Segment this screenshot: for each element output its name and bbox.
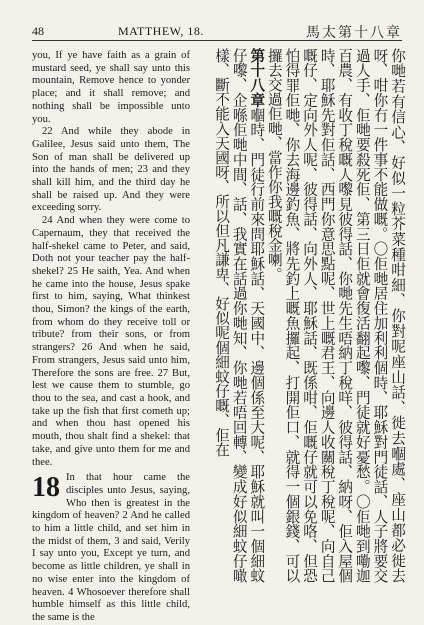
book-chapter-heading: MATTHEW, 18. bbox=[118, 24, 204, 38]
chinese-text: 你哋若有信心、好似一粒芥菜種咁細、你對呢座山話、徙去嗰處、座山都必徙去呀、咁你冇一件事不能做嘅。〇佢哋居住加利利個時、耶穌對門徒話、人子將要交過人手、佢哋要殺死佢、第三日佢就會復活翻起嚟、門徒就好憂愁。〇佢哋到嘞迦百農、有收丁稅嘅人嚟見彼得話、你哋先生唔納丁稅咩、彼得話、納呀、佢入屋個時、耶穌先對佢話、西門你意思點呢、世上嘅君王、向邊人收關稅丁稅呢、向自己嘅仔、定向外人呢、彼得話、向外人、耶穌話、既係咁、佢嘅仔就可以免咯、但恐怕得罪佢哋、你去海邊釣魚、將先釣上嘅魚攞起、打開佢口、就得一個銀錢、可以攞去交過佢哋、當作你我嘅稅金喇。 bbox=[265, 48, 406, 583]
chinese-heading: 馬太第十八章 bbox=[306, 26, 402, 41]
english-paragraph: 24 And when they were come to Capernaum, they that received the half-shekel came to Peter, and said, Doth not your teacher pay the half-shekel? 25 He saith, Yea. And when he came into the house, Jesus spake first to him, saying, What thinkest thou, Simon? the kings of the earth, from whom do they receive toll or tribute? from their sons, or from strangers? 26 And when he said, From strangers, Jesus said unto him, Therefore the sons are free. 27 But, lest we cause them to stumble, go thou to the sea, and cast a hook, and take up the fish that first cometh up; and when thou hast opened his mouth, thou shalt find a shekel: that take, and give unto them for me and thee. bbox=[32, 215, 190, 468]
english-paragraph: 22 And while they abode in Galilee, Jesus said unto them, The Son of man shall be delivered up into the hands of men; 23 and they shall kill him, and the third day he shall be raised up. And they were exceeding sorry. bbox=[32, 126, 190, 214]
chinese-column bbox=[194, 48, 406, 583]
english-column bbox=[32, 50, 190, 625]
chinese-text: 嗰時、門徒行前來問耶穌話、天國中、邊個係至大呢、耶穌就叫一個細蚊仔嚟、企喺佢哋中間、話、我實在話過你哋知、你哋若唔回轉、變成好似細蚊仔噉樣、斷不能入天國呀、所以但凡謙卑、好似呢個細蚊仔嘅、佢在 bbox=[213, 48, 266, 584]
running-header bbox=[32, 22, 402, 41]
chinese-chapter-label: 第十八章 bbox=[248, 48, 266, 108]
english-paragraph: you, If ye have faith as a grain of mustard seed, ye shall say unto this mountain, Remove hence to yonder place; and it shall remove; and nothing shall be impossible unto you. bbox=[32, 50, 190, 125]
page-number: 48 bbox=[32, 24, 44, 38]
chapter-number: 18 bbox=[32, 472, 60, 504]
english-paragraph: In that hour came the disciples unto Jesus, saying, Who then is greatest in the kingdom of heaven? 2 And he called to him a little child, and set him in the midst of them, 3 and said, Verily I say unto you, Except ye turn, and become as little children, ye shall in no wise enter into the kingdom of heaven. 4 Whosoever therefore shall humble himself as this little child, the same is the bbox=[32, 472, 190, 623]
